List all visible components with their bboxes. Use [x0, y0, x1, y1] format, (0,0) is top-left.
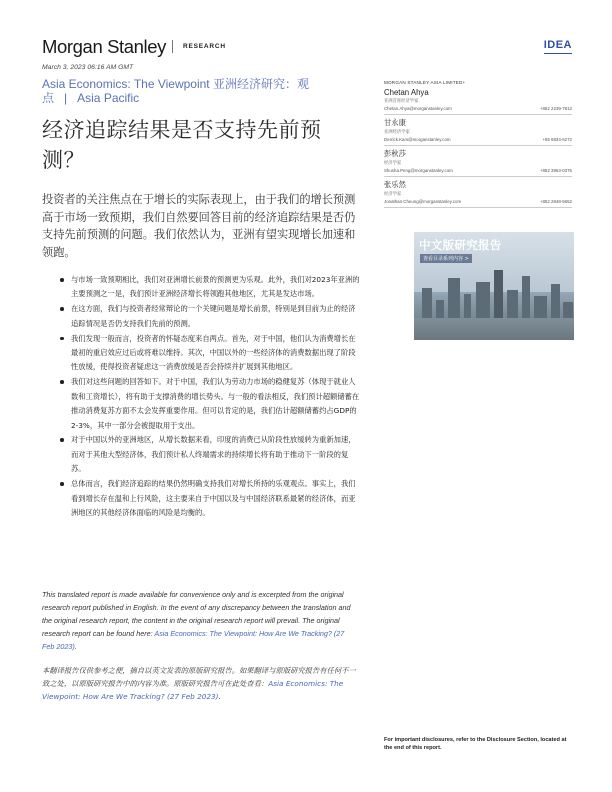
key-points-list — [60, 273, 360, 520]
analyst-phone: +852 2239-7812 — [539, 106, 572, 111]
key-point-text: 在这方面，我们与投资者经常辩论的一个关键问题是增长前景，特别是到目前为止的经济追踪情况是否仍支持我们先前的预测。 — [71, 304, 356, 328]
analyst-role: 亚洲经济学家 — [384, 130, 410, 135]
banner-link[interactable]: 查看目录系列内容 > — [420, 254, 472, 263]
analyst-phone: +852 2848-5652 — [539, 199, 572, 204]
disclosure-footnote: For important disclosures, refer to the Disclosure Section, located at the end of this report. — [384, 737, 567, 751]
series-heading — [42, 77, 362, 105]
bullet-dot-icon — [60, 482, 64, 486]
analyst-phone: +65 6834-6272 — [542, 137, 572, 142]
idea-underline — [544, 53, 572, 54]
analyst-contact — [384, 199, 572, 208]
key-point-text: 我们对这些问题的回答如下。对于中国，我们认为劳动力市场的稳健复苏（体现于就业人数和工资增长），将有助于支撑消费的增长势头。与一般的看法相反，我们预计超额储蓄在推动消费复苏方面不太会发挥重要作用。但可以肯定的是，我们估计超额储蓄约占GDP的2-3%，其中一部分会被提取用于支出。 — [71, 377, 360, 430]
report-title: 经济追踪结果是否支持先前预测？ — [42, 118, 322, 172]
firm-name: MORGAN STANLEY ASIA LIMITED+ — [384, 80, 466, 85]
analyst-role: 亚洲首席经济学家 — [384, 99, 419, 104]
analyst-name: 张乐然 — [384, 180, 406, 189]
bullet-dot-icon — [60, 307, 64, 311]
series-region: Asia Pacific — [77, 91, 140, 105]
analyst-contact — [384, 137, 572, 146]
bullet-dot-icon — [60, 278, 64, 282]
key-point — [60, 302, 360, 331]
analyst-role: 经济学家 — [384, 192, 402, 197]
bullet-dot-icon — [60, 380, 64, 384]
translation-disclaimer-chinese — [42, 664, 358, 704]
key-point-text: 我们发现一般而言，投资者的怀疑态度来自两点。首先，对于中国，他们认为消费增长在最初的重启效应过后或将难以维持。其次，中国以外的一些经济体的消费数据出现了阶段性放缓，使得投资者疑虑这一消费放缓是否会持续并扩展到其他地区。 — [71, 333, 356, 372]
analyst-card — [384, 118, 572, 146]
analyst-card — [384, 149, 572, 177]
original-report-link[interactable]: Asia Economics: The Viewpoint: How Are We Tracking? (27 Feb 2023) — [42, 629, 345, 651]
key-point-text: 总体而言，我们经济追踪的结果仍然明确支持我们对增长所持的乐观观点。事实上，我们看到增长存在温和上行风险，这主要来自于中国以及与中国经济联系最紧的经济体，而亚洲地区的其他经济体面临的风险是均衡的。 — [71, 479, 356, 517]
research-label: RESEARCH — [183, 43, 226, 50]
key-point — [60, 273, 360, 302]
disclaimer-text: 本翻译报告仅供参考之便，摘自以英文发表的原版研究报告。如果翻译与原版研究报告有任何不一致之处，以原版研究报告中的内容为准。原版研究报告可在此处查看： — [42, 666, 356, 689]
report-header — [42, 36, 572, 60]
series-name: Asia Economics: The Viewpoint 亚洲经济研究：观点 — [42, 77, 309, 105]
main-column — [42, 62, 362, 521]
analyst-name: 彭秋莎 — [384, 149, 406, 158]
key-point — [60, 433, 360, 476]
analyst-email[interactable]: Jonathan.Cheung@morganstanley.com — [384, 199, 462, 204]
analyst-card — [384, 180, 572, 208]
analyst-contact — [384, 168, 572, 177]
analyst-email[interactable]: Derrick.Kam@morganstanley.com — [384, 137, 451, 142]
key-point — [60, 477, 360, 520]
translation-disclaimer-english — [42, 588, 358, 653]
header-divider — [172, 40, 173, 53]
analyst-card — [384, 88, 572, 115]
bullet-dot-icon — [60, 438, 64, 442]
key-point-text: 对于中国以外的亚洲地区，从增长数据来看，印度的消费已从阶段性放缓转为重新加速，而对于其他大型经济体，我们预计私人终端需求的持续增长将有助于推动下一阶段的复苏。 — [71, 435, 356, 474]
analyst-phone: +852 3963-0376 — [539, 168, 572, 173]
analyst-role: 经济学家 — [384, 161, 402, 166]
analyst-email[interactable]: Shusha.Peng@morganstanley.com — [384, 168, 453, 173]
original-report-link-zh[interactable]: Asia Economics: The Viewpoint: How Are We Tracking? (27 Feb 2023) — [42, 679, 344, 702]
analyst-name: Chetan Ahya — [384, 88, 429, 97]
morgan-stanley-logo: Morgan Stanley — [42, 36, 166, 57]
analyst-name: 甘永康 — [384, 118, 406, 127]
chinese-research-banner[interactable] — [414, 232, 574, 340]
publish-datetime: March 3, 2023 06:16 AM GMT — [42, 64, 134, 71]
key-point — [60, 332, 360, 375]
lede-paragraph: 投资者的关注焦点在于增长的实际表现上，由于我们的增长预测高于市场一致预期，我们自然要回答目前的经济追踪结果是否仍支持先前预测的问题。我们依然认为，亚洲有望实现增长加速和领跑。 — [42, 193, 356, 259]
banner-water — [414, 318, 574, 340]
disclaimer-end: . — [74, 642, 77, 651]
key-point-text: 与市场一致预期相比，我们对亚洲增长前景的预测更为乐观。此外，我们对2023年亚洲的主要预测之一是，我们预计亚洲经济增长将领跑其他地区，尤其是发达市场。 — [71, 275, 360, 299]
disclaimer-text: This translated report is made available for convenience only and is excerpted from the original research report published in English. In the event of any discrepancy between the translation and the original research report, the content in the original research report will prevail. The original research report can be found here: — [42, 590, 351, 638]
key-point — [60, 375, 360, 433]
disclaimer-end: . — [218, 692, 221, 702]
analyst-sidebar — [384, 80, 572, 208]
analyst-contact — [384, 106, 572, 115]
bullet-dot-icon — [60, 337, 64, 341]
analyst-email[interactable]: Chetan.Ahya@morganstanley.com — [384, 106, 452, 111]
series-separator: | — [64, 91, 68, 105]
idea-badge: IDEA — [543, 39, 572, 51]
banner-title: 中文版研究报告 — [419, 238, 502, 252]
